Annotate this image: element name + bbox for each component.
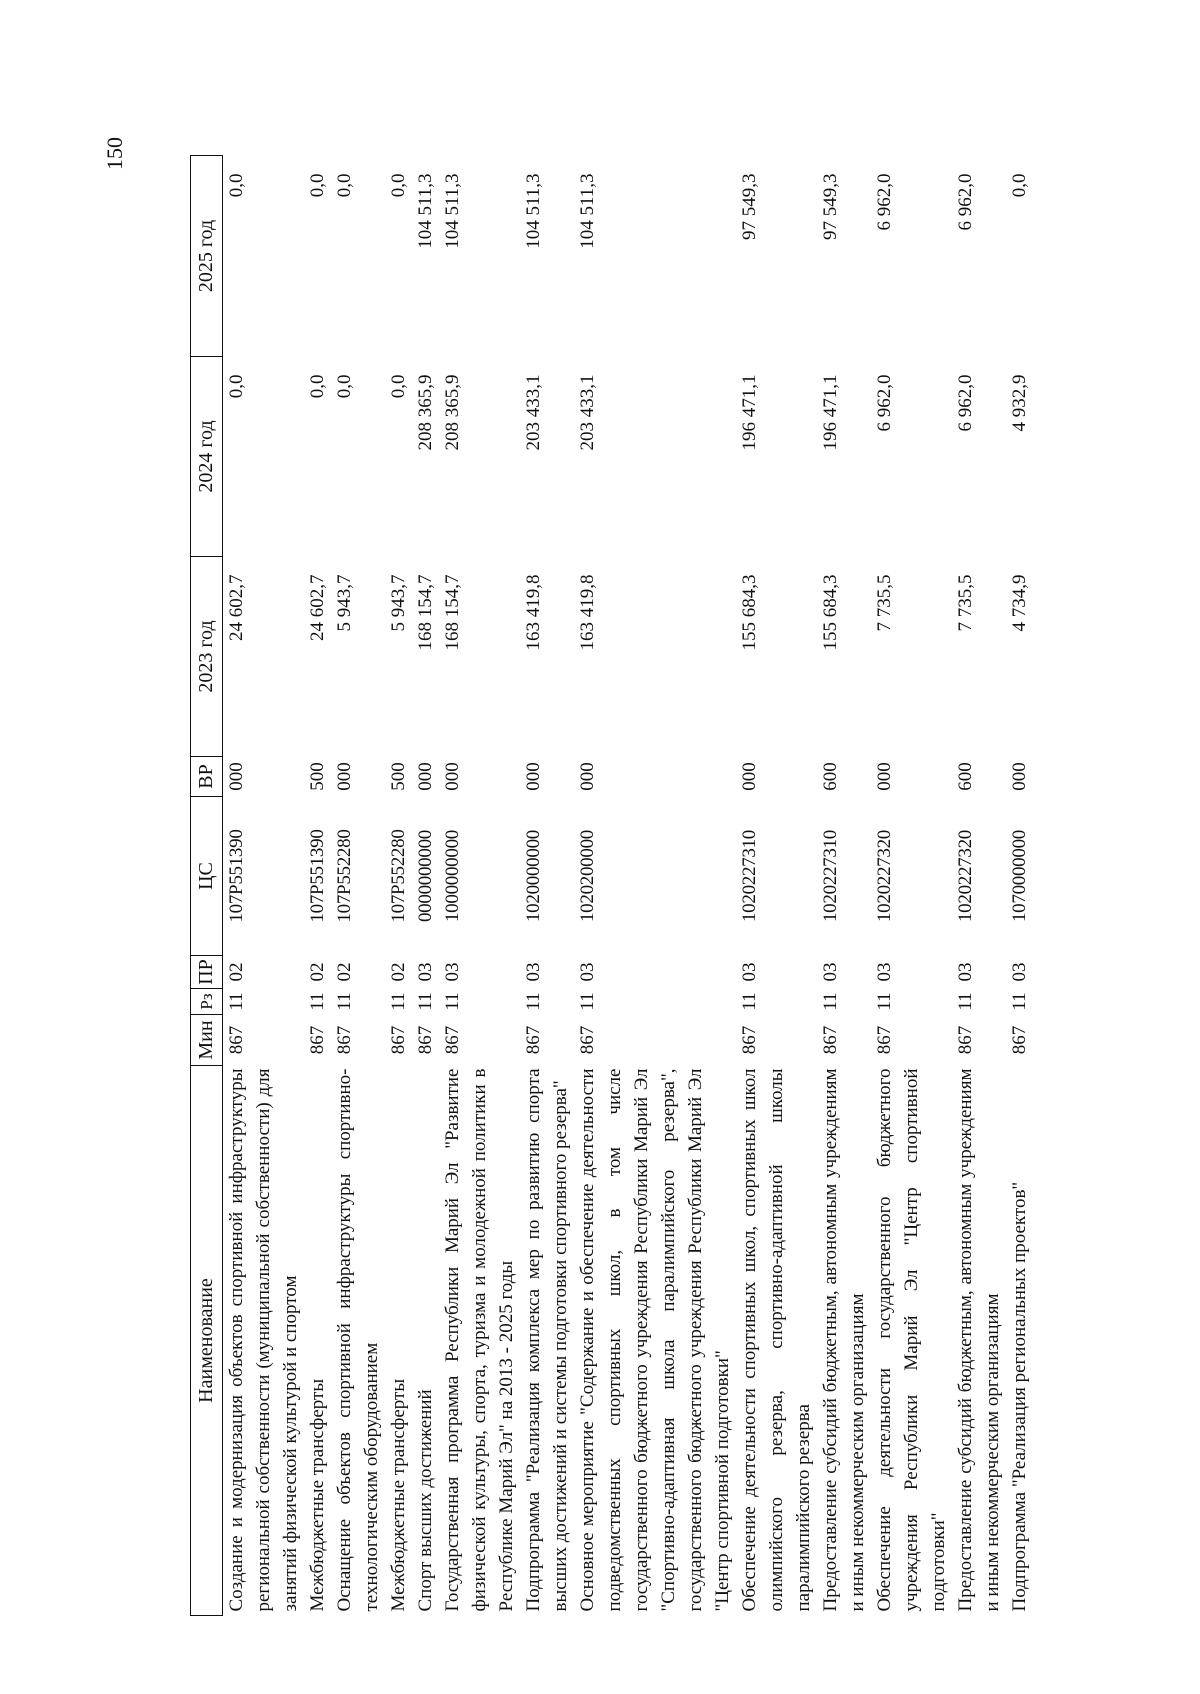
cell-cs: 1020200000 [577, 830, 598, 923]
cell-rz: 11 [307, 992, 328, 1011]
cell-min: 867 [442, 1025, 463, 1055]
cell-name: Предоставление субсидий бюджетным, автономным учреждениям и иным некоммерческим организациям [955, 1068, 1003, 1612]
cell-2024: 0,0 [307, 374, 328, 399]
cell-min: 867 [523, 1025, 544, 1055]
cell-2023: 155 684,3 [739, 574, 760, 651]
cell-2024: 196 471,1 [739, 374, 760, 451]
cell-rz: 11 [415, 992, 436, 1011]
cell-vr: 000 [577, 762, 598, 791]
cell-name: Предоставление субсидий бюджетным, автономным учреждениям и иным некоммерческим организациям [820, 1068, 868, 1612]
cell-pr: 03 [955, 962, 976, 982]
cell-cs: 1020227320 [874, 830, 895, 923]
cell-vr: 000 [874, 762, 895, 791]
cell-min: 867 [334, 1025, 355, 1055]
cell-2023: 4 734,9 [1009, 574, 1030, 632]
cell-2025: 0,0 [1009, 173, 1030, 198]
cell-2024: 208 365,9 [415, 374, 436, 451]
cell-name: Обеспечение деятельности спортивных школ, спортивных школ олимпийского резерва, спортивно-адаптивной школы паралимпийского резерва [739, 1068, 814, 1612]
cell-pr: 02 [226, 962, 247, 982]
cell-min: 867 [874, 1025, 895, 1055]
table-row [817, 156, 871, 1616]
header-min: Мин [191, 1015, 223, 1066]
cell-pr: 03 [577, 962, 598, 982]
cell-2023: 163 419,8 [523, 574, 544, 651]
header-vr: ВР [191, 757, 223, 797]
cell-rz: 11 [388, 992, 409, 1011]
cell-rz: 11 [226, 992, 247, 1011]
cell-2023: 5 943,7 [388, 574, 409, 632]
header-2024: 2024 год [191, 357, 223, 557]
table-row [520, 156, 574, 1616]
header-2023: 2023 год [191, 557, 223, 757]
cell-2024: 6 962,0 [874, 374, 895, 432]
cell-2023: 168 154,7 [415, 574, 436, 651]
cell-rz: 11 [1009, 992, 1030, 1011]
cell-vr: 000 [1009, 762, 1030, 791]
table-row [736, 156, 817, 1616]
cell-2025: 97 549,3 [820, 173, 841, 240]
cell-2023: 7 735,5 [874, 574, 895, 632]
table-row [331, 156, 385, 1616]
cell-pr: 03 [1009, 962, 1030, 982]
table-row [439, 156, 520, 1616]
cell-min: 867 [1009, 1025, 1030, 1055]
cell-2023: 24 602,7 [307, 574, 328, 641]
table-row [574, 156, 736, 1616]
cell-name: Межбюджетные трансферты [388, 1378, 409, 1612]
cell-pr: 03 [415, 962, 436, 982]
header-cs: ЦС [191, 797, 223, 956]
cell-pr: 02 [388, 962, 409, 982]
cell-vr: 000 [442, 762, 463, 791]
cell-vr: 000 [523, 762, 544, 791]
cell-cs: 1020227320 [955, 830, 976, 923]
cell-2024: 0,0 [226, 374, 247, 399]
cell-min: 867 [577, 1025, 598, 1055]
cell-cs: 1070000000 [1009, 830, 1030, 923]
cell-pr: 02 [334, 962, 355, 982]
header-2025: 2025 год [191, 156, 223, 357]
cell-rz: 11 [739, 992, 760, 1011]
cell-2025: 104 511,3 [415, 173, 436, 249]
cell-cs: 107P551390 [226, 829, 247, 923]
cell-rz: 11 [955, 992, 976, 1011]
cell-2025: 0,0 [307, 173, 328, 198]
cell-2024: 0,0 [334, 374, 355, 399]
cell-2024: 208 365,9 [442, 374, 463, 451]
cell-cs: 0000000000 [415, 830, 436, 923]
cell-name: Подпрограмма "Реализация комплекса мер по развитию спорта высших достижений и системы подготовки спортивного резерва" [523, 1068, 571, 1612]
cell-cs: 1020227310 [739, 830, 760, 923]
cell-name: Создание и модернизация объектов спортивной инфраструктуры региональной собственности (муниципальной собственности) для занятий физической культурой и спортом [226, 1068, 301, 1612]
header-pr: ПР [191, 956, 223, 989]
cell-vr: 000 [415, 762, 436, 791]
cell-name: Обеспечение деятельности государственного бюджетного учреждения Республики Марий Эл "Центр спортивной подготовки" [874, 1068, 949, 1612]
cell-name: Оснащение объектов спортивной инфраструктуры спортивно-технологическим оборудованием [334, 1068, 382, 1612]
cell-2025: 104 511,3 [442, 173, 463, 249]
cell-2025: 6 962,0 [955, 173, 976, 231]
table-row [1006, 156, 1033, 1616]
cell-2024: 4 932,9 [1009, 374, 1030, 432]
cell-2024: 203 433,1 [523, 374, 544, 451]
cell-2024: 0,0 [388, 374, 409, 399]
cell-rz: 11 [523, 992, 544, 1011]
cell-rz: 11 [334, 992, 355, 1011]
cell-cs: 1000000000 [442, 830, 463, 923]
cell-cs: 107P552280 [334, 829, 355, 923]
cell-cs: 107P551390 [307, 829, 328, 923]
table-row [412, 156, 439, 1616]
cell-2023: 168 154,7 [442, 574, 463, 651]
table-row [871, 156, 952, 1616]
cell-min: 867 [955, 1025, 976, 1055]
cell-2023: 7 735,5 [955, 574, 976, 632]
header-rz: Рз [191, 989, 223, 1015]
cell-2024: 203 433,1 [577, 374, 598, 451]
cell-pr: 03 [739, 962, 760, 982]
cell-2024: 196 471,1 [820, 374, 841, 451]
cell-min: 867 [307, 1025, 328, 1055]
cell-vr: 600 [955, 762, 976, 791]
cell-2023: 155 684,3 [820, 574, 841, 651]
cell-min: 867 [820, 1025, 841, 1055]
cell-name: Подпрограмма "Реализация региональных проектов" [1009, 1181, 1030, 1612]
cell-vr: 500 [307, 762, 328, 791]
cell-vr: 000 [334, 762, 355, 791]
cell-cs: 1020227310 [820, 830, 841, 923]
table-row [952, 156, 1006, 1616]
header-name: Наименование [191, 1066, 223, 1616]
cell-pr: 03 [874, 962, 895, 982]
cell-vr: 500 [388, 762, 409, 791]
cell-2023: 163 419,8 [577, 574, 598, 651]
cell-name: Спорт высших достижений [415, 1389, 436, 1612]
cell-2025: 6 962,0 [874, 173, 895, 231]
cell-name: Межбюджетные трансферты [307, 1378, 328, 1612]
cell-2025: 0,0 [334, 173, 355, 198]
table-row [223, 156, 305, 1616]
cell-rz: 11 [820, 992, 841, 1011]
table-header [191, 156, 223, 1616]
cell-2023: 24 602,7 [226, 574, 247, 641]
table-row [385, 156, 412, 1616]
cell-min: 867 [739, 1025, 760, 1055]
page-number: 150 [102, 137, 127, 170]
rotated-page-content [190, 156, 1060, 1616]
cell-pr: 03 [442, 962, 463, 982]
cell-rz: 11 [577, 992, 598, 1011]
cell-2023: 5 943,7 [334, 574, 355, 632]
table-row [304, 156, 331, 1616]
cell-pr: 02 [307, 962, 328, 982]
cell-2025: 104 511,3 [577, 173, 598, 249]
cell-2024: 6 962,0 [955, 374, 976, 432]
cell-vr: 600 [820, 762, 841, 791]
cell-vr: 000 [739, 762, 760, 791]
cell-cs: 107P552280 [388, 829, 409, 923]
cell-2025: 104 511,3 [523, 173, 544, 249]
cell-min: 867 [226, 1025, 247, 1055]
cell-pr: 03 [523, 962, 544, 982]
cell-2025: 0,0 [388, 173, 409, 198]
cell-rz: 11 [442, 992, 463, 1011]
cell-cs: 1020000000 [523, 830, 544, 923]
cell-rz: 11 [874, 992, 895, 1011]
budget-table [190, 155, 1033, 1616]
cell-2025: 0,0 [226, 173, 247, 198]
cell-name: Основное мероприятие "Содержание и обеспечение деятельности подведомственных спортивных школ, в том числе государственного бюджетного учреждения Республики Марий Эл "Спортивно-адаптивная школа паралимпийского резерва", государственного бюджетного учреждения Республики Марий Эл "Центр спортивной подготовки" [577, 1068, 733, 1612]
cell-min: 867 [388, 1025, 409, 1055]
cell-min: 867 [415, 1025, 436, 1055]
cell-vr: 000 [226, 762, 247, 791]
table-body [223, 156, 1034, 1616]
cell-name: Государственная программа Республики Марий Эл "Развитие физической культуры, спорта, туризма и молодежной политики в Республике Марий Эл" на 2013 - 2025 годы [442, 1068, 517, 1612]
cell-2025: 97 549,3 [739, 173, 760, 240]
cell-pr: 03 [820, 962, 841, 982]
